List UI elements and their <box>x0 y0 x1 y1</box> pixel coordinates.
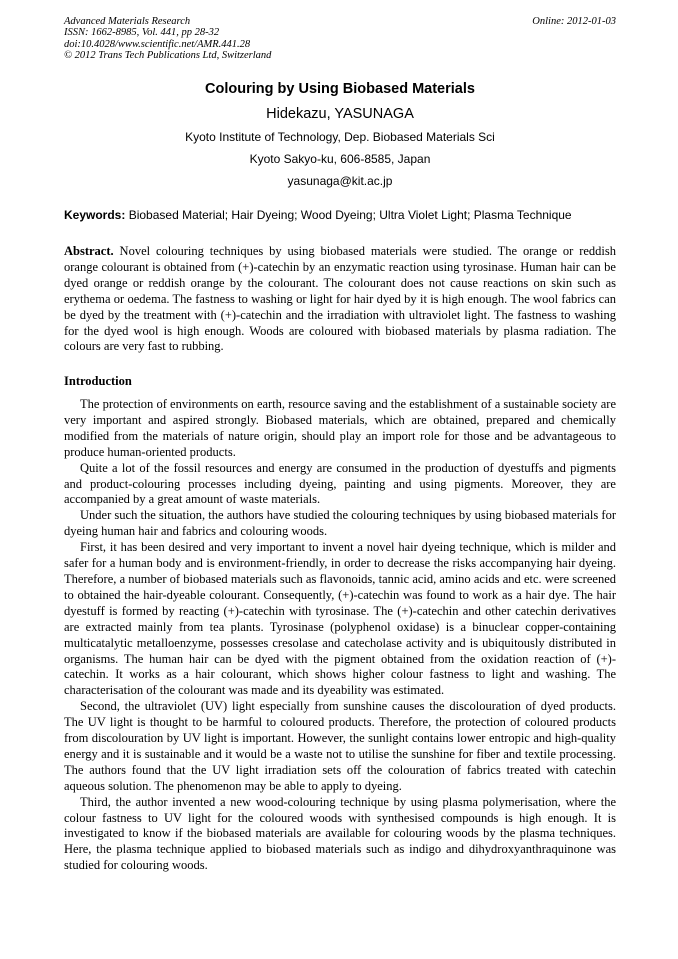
journal-header <box>64 16 616 62</box>
author-email: yasunaga@kit.ac.jp <box>287 174 393 188</box>
paragraph: The protection of environments on earth, resource saving and the establishment of a sustainable society are very important and aspired strongly. Biobased materials, which are obtained, prepared and chemically modified from the materials of nature origin, should play an import role for those and be advantageous to produce human-oriented products. <box>64 397 616 459</box>
section-heading-introduction: Introduction <box>64 374 132 388</box>
paragraph: Second, the ultraviolet (UV) light especially from sunshine causes the discolouration of dyed products. The UV light is thought to be harmful to coloured products. Therefore, the protection of coloured products from discolouration by UV light is important. However, the sunlight contains lower entropic and high-quality energy and it is sustainable and it would be a waste not to utilise the sunshine for fiber and textile processing. The authors found that the UV light irradiation sets off the colouration of fabrics treated with catechin aqueous solution. The phenomenon may be able to apply to dyeing. <box>64 699 616 793</box>
abstract <box>64 244 616 355</box>
keywords-label: Keywords: <box>64 208 126 222</box>
affiliation-address: Kyoto Sakyo-ku, 606-8585, Japan <box>249 152 431 166</box>
keywords-text: Biobased Material; Hair Dyeing; Wood Dyeing; Ultra Violet Light; Plasma Technique <box>128 208 572 222</box>
doi-line: doi:10.4028/www.scientific.net/AMR.441.28 <box>64 38 251 50</box>
paragraph: Quite a lot of the fossil resources and energy are consumed in the production of dyestuffs and pigments and product-colouring processes including dyeing, painting and using pigments. Moreover, they are accompanied by a great amount of waste materials. <box>64 460 616 507</box>
copyright-line: © 2012 Trans Tech Publications Ltd, Switzerland <box>64 50 272 62</box>
paragraph: First, it has been desired and very important to invent a novel hair dyeing technique, which is milder and safer for a human body and is environment-friendly, in order to decrease the risks accompanying hair dyeing. Therefore, a number of biobased materials such as flavonoids, tannic acid, amino acids and etc. were screened to obtained the hair-dyeable colourant. Consequently, (+)-catechin was found to work as a hair dye. The hair dyestuff is formed by reacting (+)-catechin with tyrosinase. The (+)-catechin and other catechin derivatives are extracted mainly from tea plants. Tyrosinase (polyphenol oxidase) is a binuclear copper-containing multicatalytic metalloenzyme, possesses cresolase and catecholase activity and is ubiquitously distributed in organisms. The human hair can be dyed with the pigment obtained from the oxidation reaction of (+)-catechin. It works as a hair colourant, which shows higher colour fastness to light and washing. The characterisation of the colourant was made and its dyeability was estimated. <box>64 540 616 698</box>
abstract-text: Novel colouring techniques by using biobased materials were studied. The orange or reddish orange colourant is obtained from (+)-catechin by an enzymatic reaction using tyrosinase. Human hair can be dyed orange or reddish orange by the colourant. The colourant does not cause reactions on skin such as erythema or oedema. The fastness to washing or light for hair dyed by it is high enough. The wool fabrics can be dyed by the treatment with (+)-catechin and the irradiation with ultraviolet light. The fastness to washing for the dyed wool is high enough. Woods are coloured with biobased materials by plasma radiation. The colours are very fast to rubbing. <box>64 244 616 354</box>
introduction-body <box>64 397 616 874</box>
author-name: Hidekazu, YASUNAGA <box>266 106 414 122</box>
paragraph: Third, the author invented a new wood-colouring technique by using plasma polymerisation, where the colour fastness to UV light for the coloured woods with synthesised compounds is high enough. It is investigated to know if the biobased materials are available for colouring woods by the plasma techniques. Here, the plasma technique applied to biobased materials such as indigo and dihydroxyanthraquinone was studied for colouring woods. <box>64 794 616 873</box>
paragraph: Under such the situation, the authors have studied the colouring techniques by using biobased materials for dyeing human hair and fabrics and colouring woods. <box>64 508 616 539</box>
keywords <box>64 208 616 222</box>
affiliation-institution: Kyoto Institute of Technology, Dep. Biobased Materials Sci <box>185 130 495 144</box>
abstract-label: Abstract. <box>64 244 114 258</box>
online-date: Online: 2012-01-03 <box>532 16 616 27</box>
journal-name: Advanced Materials Research <box>64 16 191 27</box>
paper-title: Colouring by Using Biobased Materials <box>205 81 475 97</box>
issn-line: ISSN: 1662-8985, Vol. 441, pp 28-32 <box>64 27 220 39</box>
